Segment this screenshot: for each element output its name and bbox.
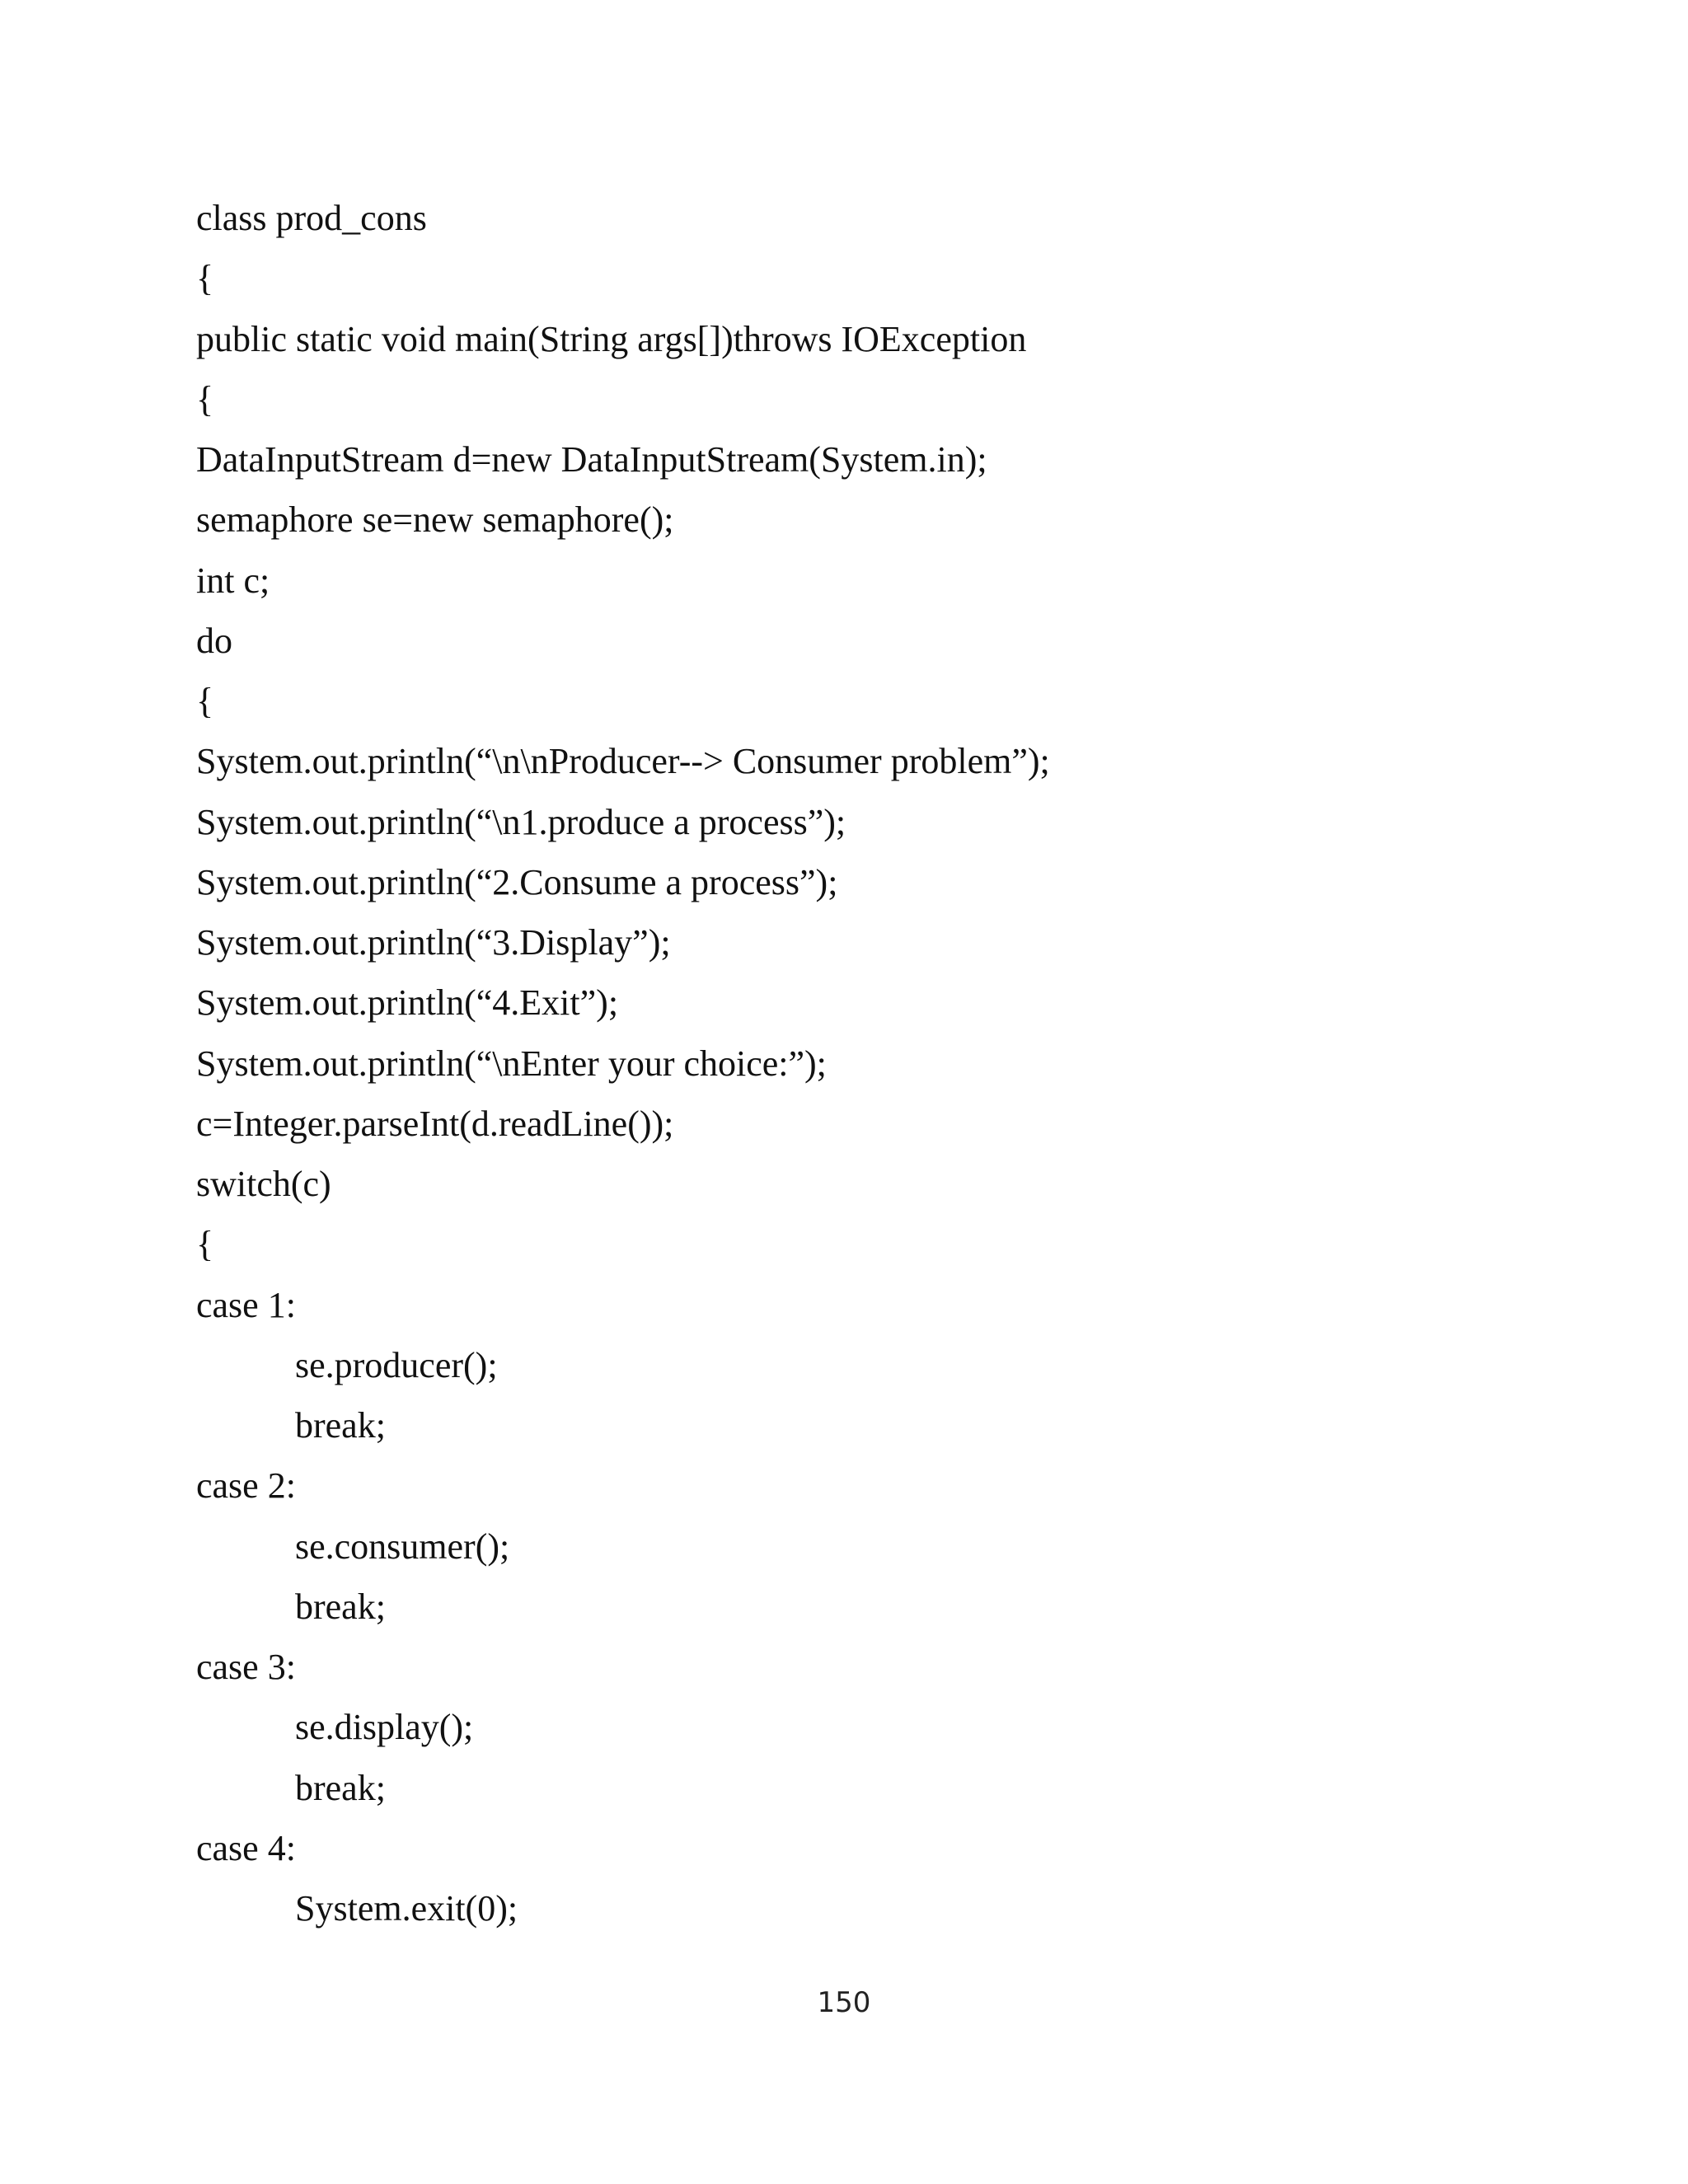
code-line: System.out.println(“3.Display”); bbox=[196, 922, 671, 963]
code-line: System.out.println(“\n1.produce a process”); bbox=[196, 801, 846, 842]
code-line: break; bbox=[295, 1767, 386, 1808]
code-line: se.display(); bbox=[295, 1707, 474, 1748]
code-line: { bbox=[196, 258, 214, 299]
code-line: System.out.println(“2.Consume a process”); bbox=[196, 861, 838, 902]
code-line: case 2: bbox=[196, 1465, 296, 1507]
code-line: case 1: bbox=[196, 1284, 296, 1325]
code-line: break; bbox=[295, 1586, 386, 1627]
code-line: int c; bbox=[196, 560, 270, 601]
code-line: System.out.println(“\nEnter your choice:”); bbox=[196, 1043, 827, 1084]
code-line: DataInputStream d=new DataInputStream(System.in); bbox=[196, 439, 987, 480]
code-line: break; bbox=[295, 1405, 386, 1446]
code-line: do bbox=[196, 620, 232, 661]
code-line: case 4: bbox=[196, 1827, 296, 1868]
code-line: se.producer(); bbox=[295, 1344, 498, 1385]
code-line: se.consumer(); bbox=[295, 1526, 510, 1567]
code-line: { bbox=[196, 681, 214, 721]
code-line: { bbox=[196, 1224, 214, 1265]
code-listing bbox=[196, 188, 1515, 1938]
code-line: switch(c) bbox=[196, 1164, 331, 1204]
code-line: { bbox=[196, 378, 214, 419]
code-line: public static void main(String args[])throws IOException bbox=[196, 318, 1027, 359]
code-line: System.exit(0); bbox=[295, 1888, 518, 1929]
code-line: case 3: bbox=[196, 1647, 296, 1687]
page-number: 150 bbox=[817, 1986, 871, 2019]
code-line: semaphore se=new semaphore(); bbox=[196, 499, 674, 541]
code-line: c=Integer.parseInt(d.readLine()); bbox=[196, 1103, 674, 1144]
code-line: class prod_cons bbox=[196, 198, 427, 238]
code-line: System.out.println(“4.Exit”); bbox=[196, 982, 619, 1024]
code-line: System.out.println(“\n\nProducer--> Consumer problem”); bbox=[196, 741, 1050, 782]
